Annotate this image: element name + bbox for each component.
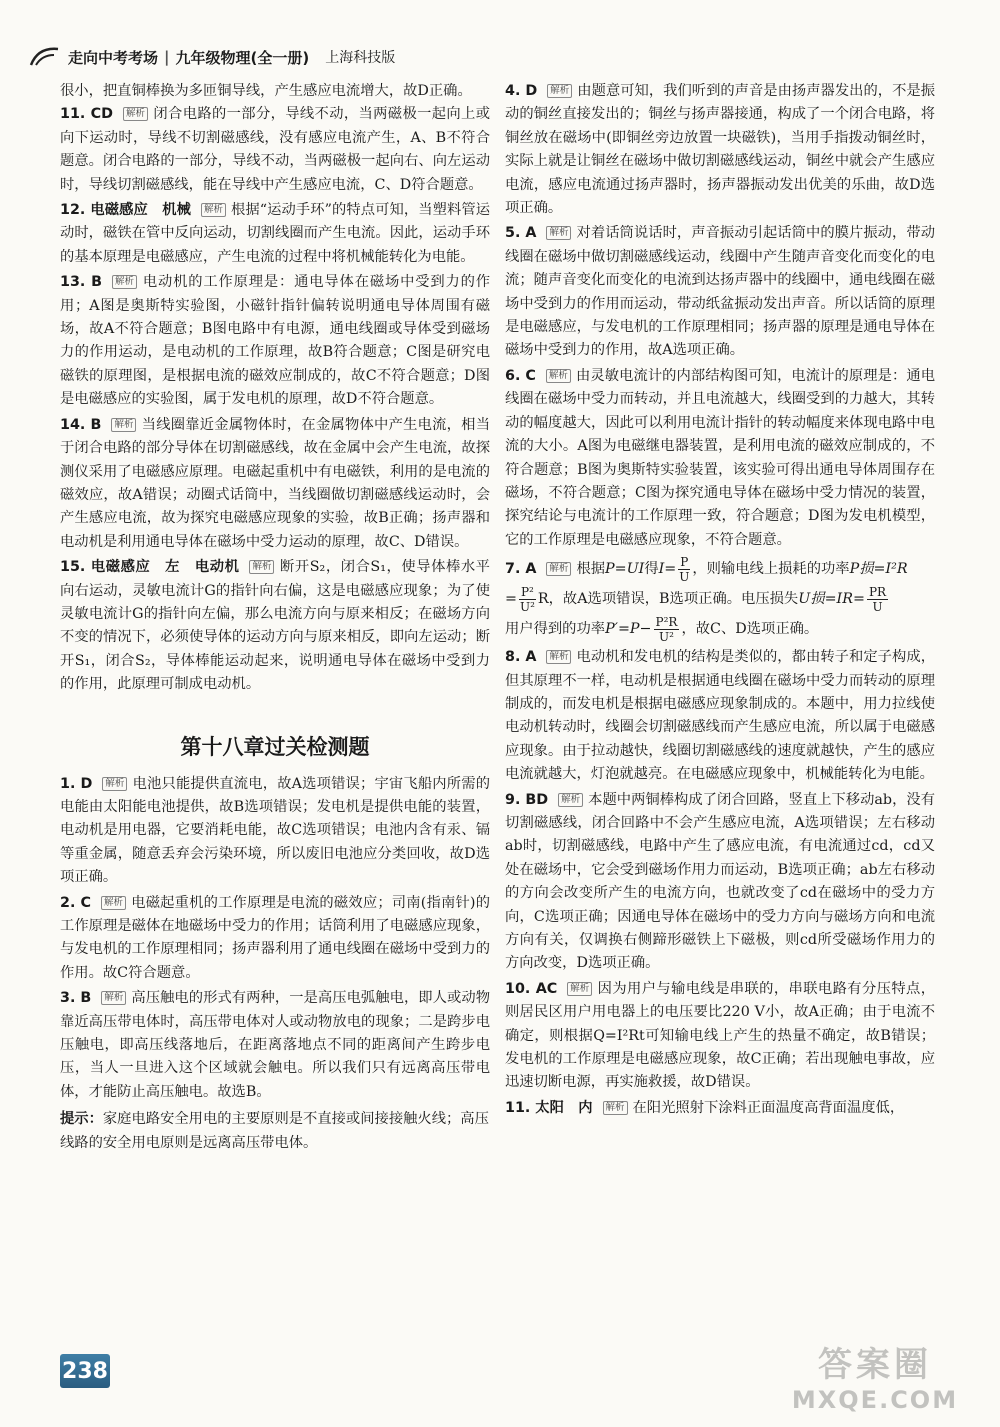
formula: I=	[658, 561, 677, 578]
answer-label: 10. AC	[505, 980, 558, 997]
formula: U损=IR=	[798, 591, 865, 608]
analysis-tag: 解析	[201, 203, 226, 217]
tip-text: 家庭电路安全用电的主要原则是不直接或间接接触火线；高压线路的安全用电原则是远离高压带电体。	[60, 1111, 489, 1151]
answer-label: 4. D	[505, 83, 538, 99]
fraction-denominator: U²	[659, 629, 674, 644]
answer-label: 2. C	[60, 894, 92, 911]
answer-label: 3. B	[60, 990, 92, 1007]
analysis-tag: 解析	[123, 107, 148, 121]
formula: P′=P−	[605, 621, 652, 638]
answer-text: 当线圈靠近金属物体时，在金属物体中产生电流，相当于闭合电路的部分导体在切割磁感线，故在金属中会产生电流，故探测仪采用了电磁感应原理。电磁起重机中有电磁铁，利用的是电流的磁效应，故A错误；动圈式话筒中，当线圈做切割磁感线运动时，会产生感应电流，故为探究电磁感应现象的实验，故B正确；扬声器和电动机是利用通电导体在磁场中受力运动的原理，故C、D错误。	[60, 416, 491, 550]
answer-text: 电动机和发电机的结构是类似的，都由转子和定子构成，但其原理不一样，电动机是根据通电线圈在磁场中受力而转动的原理制成的，而发电机是根据电磁感应现象制成的。本题中，用力拉线使电动机转动时，线圈会切割磁感线而产生感应电流，所以属于电磁感应现象。由于拉动越快，线圈切割磁感线的速度就越快，产生的感应电流就越大，灯泡就越亮。在电磁感应现象中，机械能转化为电能。	[505, 649, 936, 783]
analysis-tag: 解析	[111, 418, 136, 432]
answer-label: 5. A	[505, 225, 537, 242]
answer-text: 在阳光照射下涂料正面温度高背面温度低，	[632, 1099, 905, 1116]
analysis-tag: 解析	[558, 793, 583, 807]
answer-text-part: 得	[644, 561, 659, 578]
page-number: 238	[60, 1354, 110, 1388]
answer-text: 对着话筒说话时，声音振动引起话筒中的膜片振动，带动线圈在磁场中做切割磁感线运动，线圈中产生随声音变化而变化的电流；随声音变化而变化的电流到达扬声器中的线圈中，通电线圈在磁场中受到力的作用而运动，带动纸盆振动发出声音。所以话筒的原理是电磁感应，与发电机的工作原理相同；扬声器的原理是通电导体在磁场中受到力的作用，故A选项正确。	[505, 225, 936, 359]
left-column	[60, 80, 490, 1155]
formula: P=UI	[605, 561, 645, 578]
answer-text: 电磁起重机的工作原理是电流的磁效应；司南(指南针)的工作原理是磁体在地磁场中受力的作用；话筒利用了电磁感应现象，与发电机的工作原理相同；扬声器利用了通电线圈在磁场中受到力的作用。故C符合题意。	[60, 894, 490, 981]
fraction-numerator: P	[680, 554, 689, 569]
chapter-title: 第十八章过关检测题	[180, 734, 370, 759]
answer-text: 本题中两铜棒构成了闭合回路，竖直上下移动ab，没有切割磁感线，闭合回路中不会产生感应电流，A选项错误；左右移动ab时，切割磁感线，电路中产生了感应电流，有电流通过cd，cd又处在磁场中，它会受到磁场作用力而运动，B选项正确；ab左右移动的方向会改变所产生的电流方向，也就改变了cd在磁场中的受力方向，C选项正确；因通电导体在磁场中的受力方向与磁场方向和电流方向有关，仅调换右侧蹄形磁铁上下磁极，则cd所受磁场作用力的方向改变，D选项正确。	[505, 791, 935, 972]
chapter-answer-10	[505, 978, 935, 1095]
chapter-answer-11	[505, 1097, 935, 1120]
chapter-answer-4	[505, 80, 935, 220]
answer-text: 电池只能提供直流电，故A选项错误；宇宙飞船内所需的电能由太阳能电池提供，故B选项错误；发电机是提供电能的装置，电动机是用电器，它要消耗电能，故C选项错误；电池内含有汞、镉等重金属，随意丢弃会污染环境，所以废旧电池应分类回收，故D选项正确。	[60, 775, 490, 886]
answer-text: 电动机的工作原理是：通电导体在磁场中受到力的作用；A图是奥斯特实验图，小磁针指针偏转说明通电导体周围有磁场，故A不符合题意；B图电路中有电源，通电线圈或导体受到磁场力的作用运动，是电动机的工作原理，故B符合题意；C图是研究电磁铁的原理图，是根据电流的磁效应制成的，故C不符合题意；D图是电磁感应的实验图，属于发电机的原理，故D不符合题意。	[60, 274, 491, 408]
analysis-tag: 解析	[567, 982, 592, 996]
fraction-denominator: U²	[519, 599, 535, 614]
answer-label: 13. B	[60, 274, 103, 291]
tip-label: 提示：	[60, 1111, 103, 1128]
header-subject: 九年级物理(全一册)	[175, 48, 310, 67]
answer-12	[60, 199, 490, 269]
answer-text: 闭合电路的一部分，导线不动，当两磁极一起向上或向下运动时，导线不切割磁感线，没有感应电流产生，A、B不符合题意。闭合电路的一部分，导线不动，当两磁极一起向右、向左运动时，导线切割磁感线，能在导线中产生感应电流，C、D符合题意。	[60, 106, 491, 193]
analysis-tag: 解析	[112, 275, 137, 289]
answer-label: 14. B	[60, 416, 102, 433]
fraction-numerator: P²	[520, 584, 534, 599]
answer-label: 11. 太阳 内	[505, 1099, 593, 1116]
answer-text-part: R，故A选项错误，B选项正确。电压损失	[537, 591, 799, 608]
header-publisher: 上海科技版	[325, 50, 396, 66]
chapter-answer-5	[505, 222, 935, 362]
watermark-line-1: 答案圈	[818, 1345, 932, 1385]
answer-text: 高压触电的形式有两种，一是高压电弧触电，即人或动物靠近高压带电体时，高压带电体对人或动物放电的现象；二是跨步电压触电，即高压线落地后，在距离落地点不同的距离间产生跨步电压，当人一旦进入这个区域就会触电。所以我们只有远离高压带电体，才能防止高压触电。故选B。	[60, 990, 490, 1100]
fraction	[654, 615, 680, 644]
analysis-tag: 解析	[102, 777, 127, 791]
answer-text-part: ，故C、D选项正确。	[681, 621, 819, 638]
chapter-answer-9	[505, 789, 935, 976]
answer-label: 7. A	[505, 561, 537, 578]
answer-10-continued: 很小，把直铜棒换为多匝铜导线，产生感应电流增大，故D正确。	[60, 83, 472, 99]
fraction-denominator: U	[872, 599, 883, 614]
analysis-tag: 解析	[547, 84, 572, 98]
analysis-tag: 解析	[546, 369, 571, 383]
answer-label: 1. D	[60, 775, 93, 792]
fraction-denominator: U	[679, 569, 690, 584]
answer-text: 断开S₂，闭合S₁，使导体棒水平向右运动，灵敏电流计G的指针向右偏，这是电磁感应现象；为了使灵敏电流计G的指针向左偏，那么电流方向与原来相反；在磁场方向不变的情况下，必须使导体的运动方向与原来相反，即向左运动；断开S₁，闭合S₂，导体棒能运动起来，说明通电导体在磁场中受到力的作用，此原理可制成电动机。	[60, 559, 490, 693]
answer-text: 由题意可知，我们听到的声音是由扬声器发出的，不是振动的铜丝直接发出的；铜丝与扬声器接通，构成了一个闭合电路，将铜丝放在磁场中(即铜丝旁边放置一块磁铁)，当用手指拨动铜丝时，实际上就是让铜丝在磁场中做切割磁感线运动，铜丝中就会产生感应电流，感应电流通过扬声器时，扬声器振动发出优美的乐曲，故D选项正确。	[505, 83, 936, 217]
answer-label: 8. A	[505, 649, 537, 666]
analysis-tag: 解析	[546, 562, 571, 576]
watermark	[780, 1337, 970, 1417]
answer-text-part: 用户得到的功率	[505, 621, 606, 638]
answer-label: 15. 电磁感应 左 电动机	[60, 559, 240, 576]
tip-box	[60, 1108, 490, 1155]
chapter-answer-6	[505, 365, 935, 552]
answer-15	[60, 556, 490, 696]
answer-text-part: ，则输电线上损耗的功率	[692, 561, 850, 578]
formula: =	[505, 591, 517, 608]
chapter-answer-7	[505, 554, 935, 644]
brand-name: 走向中考考场	[68, 48, 159, 67]
fraction	[519, 585, 536, 614]
analysis-tag: 解析	[546, 226, 571, 240]
answer-label: 6. C	[505, 367, 536, 384]
analysis-tag: 解析	[101, 991, 126, 1005]
fraction	[678, 555, 690, 584]
answer-label: 11. CD	[60, 106, 114, 123]
chapter-answer-2	[60, 892, 490, 986]
answer-text: 由灵敏电流计的内部结构图可知，电流计的原理是：通电线圈在磁场中受力而转动，并且电流越大，线圈受到的力越大，其转动的幅度越大，因此可以利用电流计指针的转动幅度来体现电路中电流的大小。A图为电磁继电器装置，是利用电流的磁效应制成的，不符合题意；B图为奥斯特实验装置，该实验可得出通电导体周围存在磁场，不符合题意；C图为探究通电导体在磁场中受力情况的装置，探究结论与电流计的工作原理一致，符合题意；D图为发电机模型，它的工作原理是电磁感应现象，不符合题意。	[505, 367, 935, 548]
answer-14	[60, 414, 490, 554]
chapter-answer-3	[60, 987, 490, 1104]
watermark-line-2: MXQE.COM	[791, 1386, 959, 1414]
analysis-tag: 解析	[546, 650, 571, 664]
chapter-answer-8	[505, 646, 935, 786]
chapter-answer-1	[60, 773, 490, 890]
answer-label: 9. BD	[505, 791, 549, 808]
answer-label: 12. 电磁感应 机械	[60, 202, 191, 219]
answer-11	[60, 103, 490, 197]
analysis-tag: 解析	[101, 896, 126, 910]
header-separator: |	[164, 48, 170, 66]
analysis-tag: 解析	[249, 560, 274, 574]
answer-text: 根据“运动手环”的特点可知，当塑料管运动时，磁铁在管中反向运动，切割线圈而产生电流。因此，运动手环的基本原理是电磁感应，产生电流的过程中将机械能转化为电能。	[60, 202, 490, 265]
answer-13	[60, 271, 490, 411]
page-header	[28, 40, 488, 74]
fraction	[867, 585, 888, 614]
fraction-numerator: PR	[868, 584, 887, 599]
answer-text: 因为用户与输电线是串联的，串联电路有分压特点，则居民区用户用电器上的电压要比220 V小，故A正确；由于电流不确定，则根据Q=I²Rt可知输电线上产生的热量不确定，故B错误；发电机的工作原理是电磁感应现象，故C正确；若出现触电事故，应迅速切断电源，再实施救援，故D错误。	[505, 980, 935, 1091]
answer-text-part: 根据	[576, 561, 606, 578]
right-column	[505, 80, 935, 1122]
analysis-tag: 解析	[603, 1101, 628, 1115]
brand-logo-icon	[28, 45, 62, 69]
formula: P损=I²R	[849, 561, 908, 578]
fraction-numerator: P²R	[655, 614, 678, 629]
